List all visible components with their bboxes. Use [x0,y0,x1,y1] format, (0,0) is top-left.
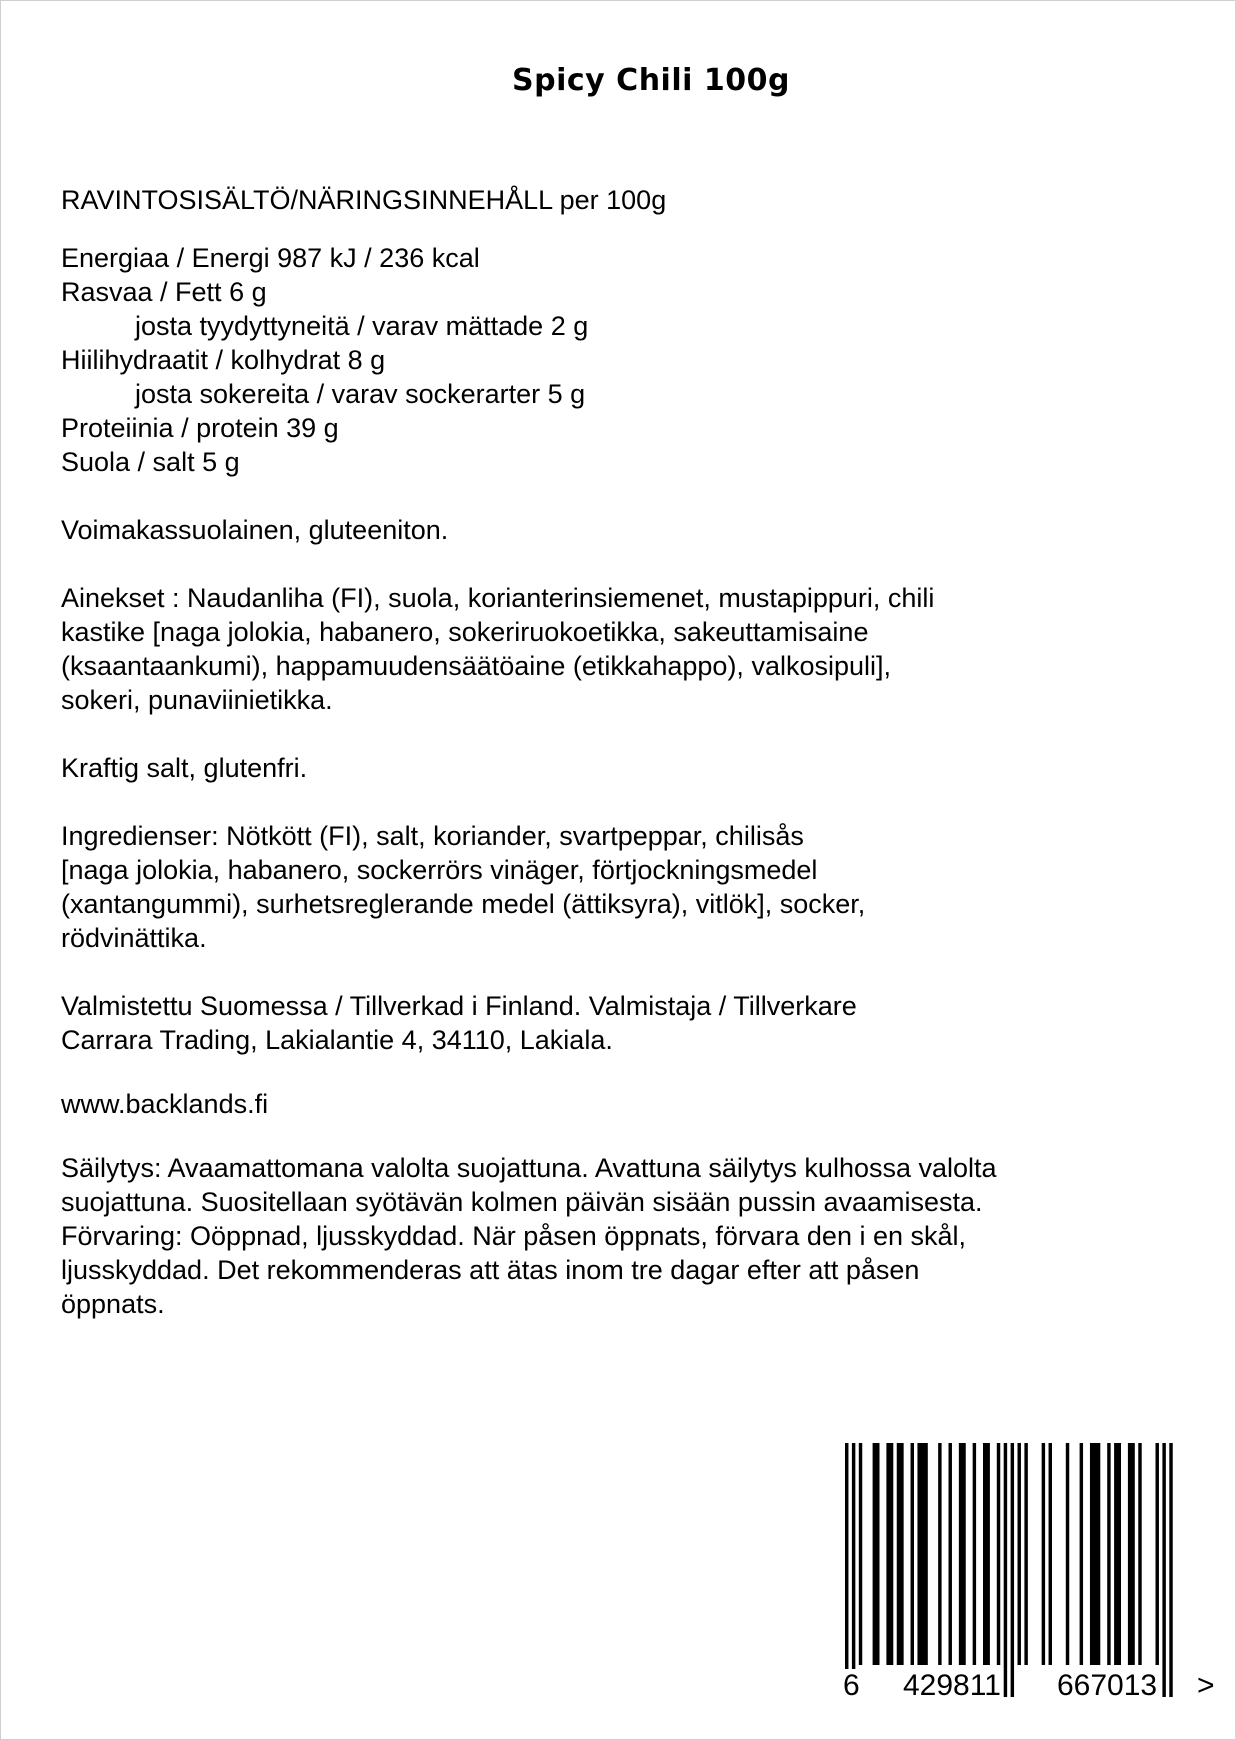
storage-info [61,1151,1181,1321]
nutrition-row: josta tyydyttyneitä / varav mättade 2 g [135,311,589,341]
text-line: öppnats. [61,1289,165,1319]
barcode-bar [997,1443,1000,1665]
website-url: www.backlands.fi [61,1089,269,1119]
barcode-bar [1107,1443,1110,1665]
barcode-bar [1156,1443,1159,1665]
nutrition-row: Hiilihydraatit / kolhydrat 8 g [61,345,386,375]
text-line: Valmistettu Suomessa / Tillverkad i Finland. Valmistaja / Tillverkare [61,991,857,1021]
barcode-bar [1090,1443,1100,1665]
barcode-bar [859,1443,862,1665]
barcode-bar [1138,1443,1141,1665]
nutrition-row: Energiaa / Energi 987 kJ / 236 kcal [61,243,480,273]
barcode-bar [1018,1443,1021,1665]
fi-claim: Voimakassuolainen, gluteeniton. [61,515,449,545]
barcode-bars [837,1441,1197,1703]
barcode-bar [1042,1443,1045,1665]
text-line: Ainekset : Naudanliha (FI), suola, korianterinsiemenet, mustapippuri, chili [61,583,935,613]
text-line: (ksaantaankumi), happamuudensäätöaine (etikkahappo), valkosipuli], [61,651,891,681]
barcode-bar [938,1443,941,1665]
barcode-guard-bar [1162,1443,1165,1697]
barcode-guard-bar [852,1443,855,1697]
label-text [61,183,1181,1321]
text-line: [naga jolokia, habanero, sockerrörs vinäger, förtjockningsmedel [61,855,818,885]
barcode-quiet-marker: > [1197,1669,1215,1702]
text-line: kastike [naga jolokia, habanero, sokeriruokoetikka, sakeuttamisaine [61,617,869,647]
barcode-bar [897,1443,904,1665]
sv-claim: Kraftig salt, glutenfri. [61,753,308,783]
text-line: rödvinättika. [61,923,207,953]
text-line: suojattuna. Suositellaan syötävän kolmen päivän sisään pussin avaamisesta. [61,1187,983,1217]
barcode-right-group: 667013 [1057,1669,1158,1702]
nutrition-row: josta sokereita / varav sockerarter 5 g [135,379,586,409]
nutrition-table [61,241,1181,479]
barcode-bar [911,1443,914,1665]
barcode-first-digit: 6 [843,1669,860,1702]
barcode-bar [959,1443,966,1665]
barcode-bar [917,1443,927,1665]
barcode-bar [1080,1443,1083,1665]
product-title: Spicy Chili 100g [512,63,790,98]
barcode-bar [1066,1443,1069,1665]
barcode-bar [973,1443,976,1665]
manufacturer-info [61,989,1181,1057]
text-line: sokeri, punaviinietikka. [61,685,333,715]
nutrition-heading: RAVINTOSISÄLTÖ/NÄRINGSINNEHÅLL per 100g [61,185,667,215]
barcode-bar [886,1443,893,1665]
barcode-guard-bar [845,1443,848,1697]
text-line: (xantangummi), surhetsreglerande medel (ättiksyra), vitlök], socker, [61,889,866,919]
barcode-bar [873,1443,880,1665]
text-line: Carrara Trading, Lakialantie 4, 34110, Lakiala. [61,1025,613,1055]
text-line: Ingredienser: Nötkött (FI), salt, koriander, svartpeppar, chilisås [61,821,804,851]
nutrition-row: Suola / salt 5 g [61,447,240,477]
barcode-bar [949,1443,952,1665]
barcode-guard-bar [1004,1443,1007,1697]
sv-ingredients [61,819,1181,955]
barcode-guard-bar [1011,1443,1014,1697]
text-line: ljusskyddad. Det rekommenderas att ätas inom tre dagar efter att påsen [61,1255,920,1285]
barcode-bar [1049,1443,1052,1665]
nutrition-row: Proteiinia / protein 39 g [61,413,339,443]
barcode-bar [1114,1443,1121,1665]
barcode-guard-bar [1169,1443,1172,1697]
barcode-bar [983,1443,990,1665]
barcode [837,1441,1197,1703]
barcode-left-group: 429811 [903,1669,1001,1702]
barcode-bar [1128,1443,1135,1665]
fi-ingredients [61,581,1181,717]
text-line: Förvaring: Oöppnad, ljusskyddad. När påsen öppnats, förvara den i en skål, [61,1221,967,1251]
barcode-bar [1024,1443,1027,1665]
text-line: Säilytys: Avaamattomana valolta suojattuna. Avattuna säilytys kulhossa valolta [61,1153,997,1183]
nutrition-row: Rasvaa / Fett 6 g [61,277,267,307]
